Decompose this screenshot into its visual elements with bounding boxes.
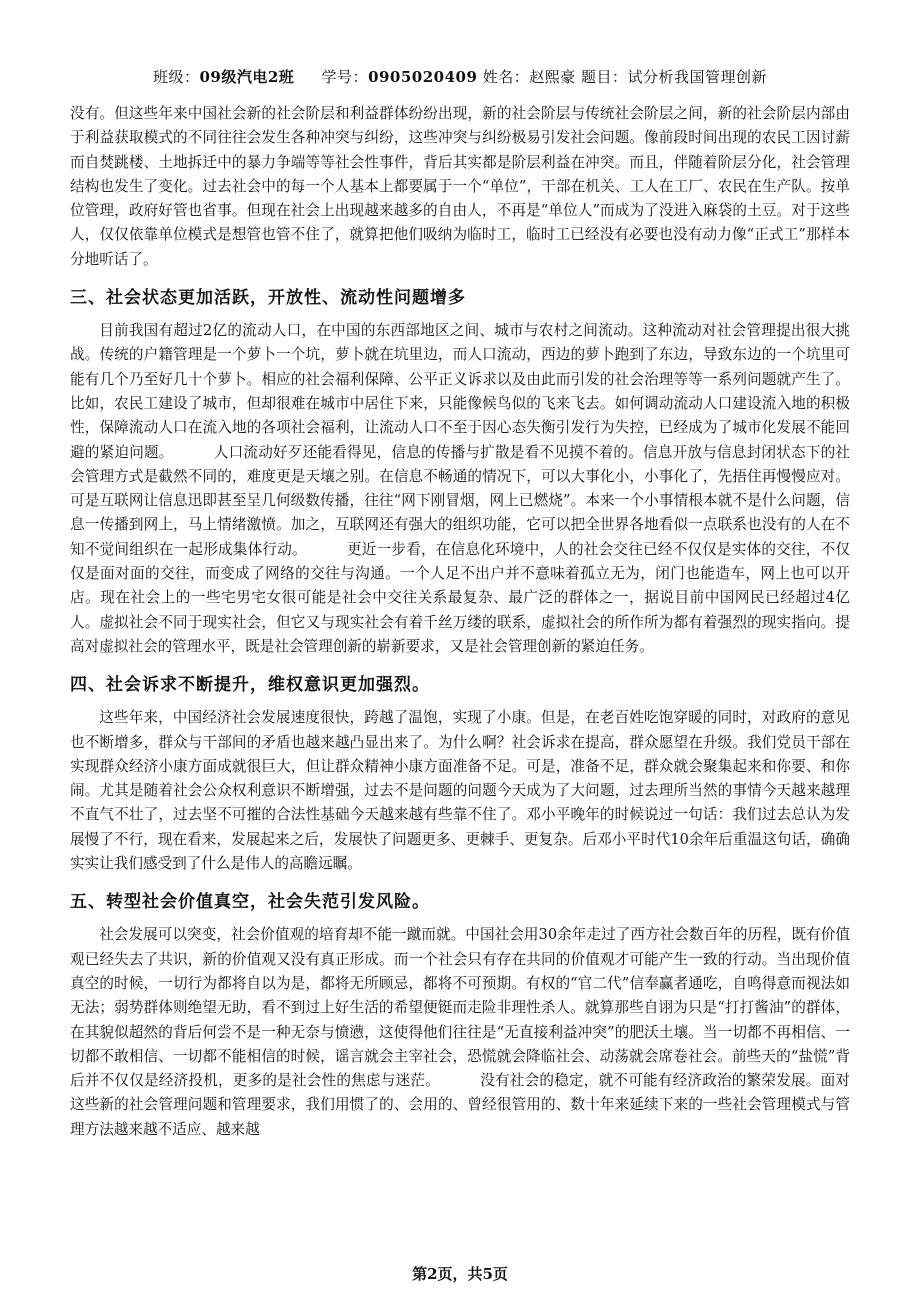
section-5-part-2: 没有社会的稳定，就不可能有经济政治的繁荣发展。面对这些新的社会管理问题和管理要求，我们用惯了的、会用的、曾经很管用的、数十年来延续下来的一些社会管理模式与管理方法越来越不适应、越来越 xyxy=(70,1072,850,1138)
section-5-part-1: 社会发展可以突变，社会价值观的培育却不能一蹴而就。中国社会用30余年走过了西方社会数百年的历程，既有价值观已经失去了共识，新的价值观又没有真正形成。而一个社会只有存在共同的价值观才可能产生一致的行动。当出现价值真空的时候，一切行为都将自以为是，都将无所顾忌，都将不可预期。有权的“官二代”信奉赢者通吃，自鸣得意而视法如无法；弱势群体则绝望无助，看不到过上好生活的希望便铤而走险非理性杀人。就算那些自诩为只是“打打酱油”的群体，在其貌似超然的背后何尝不是一种无奈与愤懑，这使得他们往往是“无直接利益冲突”的肥沃土壤。当一切都不再相信、一切都不敢相信、一切都不能相信的时候，谣言就会主宰社会，恐慌就会降临社会、动荡就会席卷社会。前些天的“盐慌”背后并不仅仅是经济投机，更多的是社会性的焦虑与迷茫。 xyxy=(70,926,850,1090)
name-value: 赵熙豪 xyxy=(529,68,576,86)
section-4-paragraph: 这些年来，中国经济社会发展速度很快，跨越了温饱，实现了小康。但是，在老百姓吃饱穿暖的同时，对政府的意见也不断增多，群众与干部间的矛盾也越来越凸显出来了。为什么啊？社会诉求在提高，群众愿望在升级。我们党员干部在实现群众经济小康方面成就很巨大，但让群众精神小康方面准备不足。可是，准备不足，群众就会聚集起来和你要、和你闹。尤其是随着社会公众权利意识不断增强，过去不是问题的问题今天成为了大问题，过去理所当然的事情今天越来越理不直气不壮了，过去坚不可摧的合法性基础今天越来越有些靠不住了。邓小平晚年的时候说过一句话：我们过去总认为发展慢了不行，现在看来，发展起来之后，发展快了问题更多、更棘手、更复杂。后邓小平时代10余年后重温这句话，确确实实让我们感受到了什么是伟人的高瞻远瞩。 xyxy=(70,709,850,873)
section-5-heading: 五、转型社会价值真空，社会失范引发风险。 xyxy=(70,892,430,913)
section-3-part-2: 人口流动好歹还能看得见，信息的传播与扩散是看不见摸不着的。信息开放与信息封闭状态下的社会管理方式是截然不同的，难度更是天壤之别。在信息不畅通的情况下，可以大事化小，小事化了，先捂住再慢慢应对。可是互联网让信息迅即甚至呈几何级数传播，往往“网下刚冒烟，网上已燃烧”。本来一个小事情根本就不是什么问题，信息一传播到网上，马上情绪激愤。加之，互联网还有强大的组织功能，它可以把全世界各地看似一点联系也没有的人在不知不觉间组织在一起形成集体行动。 xyxy=(70,443,850,558)
topic-value: 试分析我国管理创新 xyxy=(627,68,768,86)
page-number: 第2页，共5页 xyxy=(412,1265,508,1283)
name-label: 姓名： xyxy=(482,68,530,86)
section-3-part-1: 目前我国有超过2亿的流动人口，在中国的东西部地区之间、城市与农村之间流动。这种流动对社会管理提出很大挑战。传统的户籍管理是一个萝卜一个坑，萝卜就在坑里边，而人口流动，西边的萝卜跑到了东边，导致东边的一个坑里可能有几个乃至好几十个萝卜。相应的社会福利保障、公平正义诉求以及由此而引发的社会治理等等一系列问题就产生了。比如，农民工建设了城市，但却很难在城市中居住下来，只能像候鸟似的飞来飞去。如何调动流动人口建设流入地的积极性，保障流动人口在流入地的各项社会福利，让流动人口不至于因心态失衡引发行为失控，已经成为了城市化发展不能回避的紧迫问题。 xyxy=(70,322,850,461)
page-header xyxy=(0,66,920,87)
class-label: 班级： xyxy=(152,68,200,86)
topic-label: 题目： xyxy=(581,68,628,86)
section-5-paragraph xyxy=(70,923,850,1142)
section-3-part-3: 更近一步看，在信息化环境中，人的社会交往已经不仅仅是实体的交往，不仅仅是面对面的交往，而变成了网络的交往与沟通。一个人足不出户并不意味着孤立无为，闭门也能造车，网上也可以开店。现在社会上的一些宅男宅女很可能是社会中交往关系最复杂、最广泛的群体之一，据说目前中国网民已经超过4亿人。虚拟社会不同于现实社会，但它又与现实社会有着千丝万缕的联系，虚拟社会的所作所为都有着强烈的现实指向。提高对虚拟社会的管理水平，既是社会管理创新的崭新要求，又是社会管理创新的紧迫任务。 xyxy=(70,540,850,655)
student-id-value: 0905020409 xyxy=(368,68,478,86)
section-3-paragraph xyxy=(70,319,850,659)
section-3-heading: 三、社会状态更加活跃，开放性、流动性问题增多 xyxy=(70,288,466,309)
section-4-heading: 四、社会诉求不断提升，维权意识更加强烈。 xyxy=(70,675,430,696)
document-body xyxy=(70,102,850,1142)
class-value: 09级汽电2班 xyxy=(199,68,295,86)
intro-paragraph: 没有。但这些年来中国社会新的社会阶层和利益群体纷纷出现，新的社会阶层与传统社会阶层之间，新的社会阶层内部由于利益获取模式的不同往往会发生各种冲突与纠纷，这些冲突与纠纷极易引发社会问题。像前段时间出现的农民工因讨薪而自焚跳楼、土地拆迁中的暴力争端等等社会性事件，背后其实都是阶层利益在冲突。而且，伴随着阶层分化，社会管理结构也发生了变化。过去社会中的每一个人基本上都要属于一个“单位”，干部在机关、工人在工厂、农民在生产队。按单位管理，政府好管也省事。但现在社会上出现越来越多的自由人，不再是“单位人”而成为了没进入麻袋的土豆。对于这些人，仅仅依靠单位模式是想管也管不住了，就算把他们吸纳为临时工，临时工已经没有必要也没有动力像“正式工”那样本分地听话了。 xyxy=(70,105,850,268)
student-id-label: 学号： xyxy=(321,68,369,86)
